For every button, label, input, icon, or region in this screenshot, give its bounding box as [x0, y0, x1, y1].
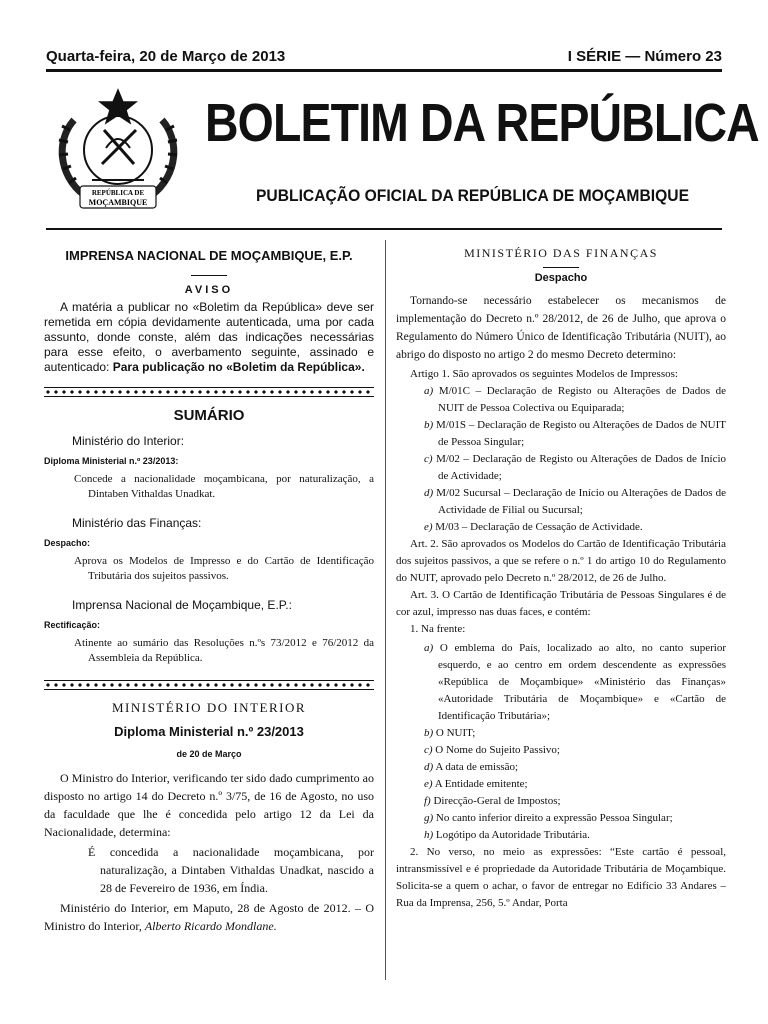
ministerio-interior-title: MINISTÉRIO DO INTERIOR: [111, 700, 307, 715]
short-rule: [191, 275, 227, 276]
sumario-diploma: Despacho:: [44, 538, 91, 548]
dotted-rule: [44, 680, 374, 690]
sumario-entry: [44, 598, 374, 666]
artigo-3-subitem: d) A data de emissão;: [424, 761, 519, 773]
artigo-1: Artigo 1. São aprovados os seguintes Modelos de Impressos:: [410, 368, 678, 380]
artigo-3-subitem: g) No canto inferior direito a expressão Pessoa Singular;: [424, 812, 673, 824]
diploma-paragraph-2: É concedida a nacionalidade moçambicana, por naturalização, a Dintaben Vithaldas Unadkat, nascido a 28 de Fevereiro de 1936, em Índia.: [88, 845, 374, 895]
issue-date: Quarta-feira, 20 de Março de 2013: [46, 48, 286, 65]
artigo-3-subitem: e) A Entidade emitente;: [424, 778, 528, 790]
artigo-3-item-2: 2. No verso, no meio as expressões: “Este cartão é pessoal, intransmissível e é propriedade da Autoridade Tributária de Moçambique. Solicita-se a quem o achar, o favor de entregar no Edifício 33 Andares – Rua da Imprensa, 256, 5.º Andar, Porta: [396, 846, 726, 909]
diploma-paragraph-3: Ministério do Interior, em Maputo, 28 de Agosto de 2012. – O Ministro do Interior, Alberto Ricardo Mondlane.: [44, 901, 374, 933]
artigo-3-subitem: c) O Nome do Sujeito Passivo;: [424, 744, 560, 756]
artigo-3-subitem: a) O emblema do País, localizado ao alto, no canto superior esquerdo, e ao centro em ordem descendente as expressões «República de Moçambique» «Ministério das Finanças» «Autoridade Tributária de Moçambique» e «Cartão de Identificação Tributária»;: [424, 642, 726, 722]
sumario-entry: [44, 516, 374, 584]
sumario-entry: [44, 434, 374, 502]
aviso-bold: Para publicação no «Boletim da República».: [112, 360, 365, 374]
left-column: [44, 240, 374, 935]
artigo-3: Art. 3. O Cartão de Identificação Tributária de Pessoas Singulares é de cor azul, impresso nas duas faces, e contém:: [396, 589, 726, 618]
signatory-name: Alberto Ricardo Mondlane.: [144, 919, 277, 933]
diploma-paragraph-1: O Ministro do Interior, verificando ter sido dado cumprimento ao disposto no artigo 14 do Decreto n.º 3/75, de 16 de Agosto, no uso da faculdade que lhe é concedida pelo artigo 12 da Lei da Nacionalidade, determina:: [44, 771, 374, 839]
ministerio-financas-title: MINISTÉRIO DAS FINANÇAS: [464, 246, 658, 260]
short-rule: [543, 267, 579, 268]
sumario-desc: Aprova os Modelos de Impresso e do Cartão de Identificação Tributária dos sujeitos passivos.: [74, 555, 374, 582]
artigo-1-item: a) M/01C – Declaração de Registo ou Alterações de Dados de NUIT de Pessoa Colectiva ou Equiparada;: [424, 385, 726, 414]
artigo-1-item: d) M/02 Sucursal – Declaração de Início ou Alterações de Dados de Actividade de Filial ou Sucursal;: [424, 487, 726, 516]
sumario-diploma: Rectificação:: [44, 620, 101, 630]
artigo-1-item: c) M/02 – Declaração de Registo ou Alterações de Dados de Início de Actividade;: [424, 453, 727, 482]
emblem-text-line2: MOÇAMBIQUE: [88, 198, 148, 207]
artigo-1-item: e) M/03 – Declaração de Cessação de Actividade.: [424, 521, 643, 533]
despacho-intro: Tornando-se necessário estabelecer os mecanismos de implementação do Decreto n.º 28/2012, de 26 de Julho, que aprova o Regulamento do Número Único de Identificação Tributária (NUIT), ao abrigo do disposto no artigo 2 do mesmo Decreto determino:: [396, 295, 726, 361]
column-separator: [385, 240, 386, 980]
aviso-text: A matéria a publicar no «Boletim da República» deve ser remetida em cópia devidamente autenticada, uma por cada assunto, donde conste, além das indicações necessárias para esse efeito, o averbamento seguinte, assinado e autenticado: Para publicação no «Boletim da República».: [44, 300, 374, 374]
issue-series-number: I SÉRIE — Número 23: [567, 48, 722, 65]
artigo-3-subitem: b) O NUIT;: [424, 727, 476, 739]
sumario-ministry: Imprensa Nacional de Moçambique, E.P.:: [72, 598, 292, 612]
header-rule: [46, 69, 722, 72]
sumario-desc: Concede a nacionalidade moçambicana, por naturalização, a Dintaben Vithaldas Unadkat.: [74, 473, 374, 500]
diploma-title: Diploma Ministerial n.º 23/2013: [114, 724, 304, 739]
imprensa-heading: IMPRENSA NACIONAL DE MOÇAMBIQUE, E.P.: [65, 248, 353, 263]
artigo-3-subitem: f) Direcção-Geral de Impostos;: [424, 795, 561, 807]
right-column: [396, 240, 726, 912]
aviso-title: AVISO: [184, 284, 234, 296]
masthead-subtitle: PUBLICAÇÃO OFICIAL DA REPÚBLICA DE MOÇAMBIQUE: [256, 186, 690, 205]
artigo-2: Art. 2. São aprovados os Modelos do Cartão de Identificação Tributária dos sujeitos passivos, a que se refere o n.º 1 do artigo 10 do Regulamento do NUIT, aprovado pelo Decreto n.º 28/2012, de 26 de Julho.: [396, 538, 726, 584]
dotted-rule: [44, 387, 374, 397]
sumario-diploma: Diploma Ministerial n.º 23/2013:: [44, 456, 179, 466]
emblem-text-line1: REPÚBLICA DE: [91, 189, 145, 197]
masthead-title: BOLETIM DA REPÚBLICA: [205, 93, 759, 153]
artigo-3-subitem: h) Logótipo da Autoridade Tributária.: [424, 829, 590, 841]
sumario-ministry: Ministério das Finanças:: [72, 516, 202, 530]
sumario-title: SUMÁRIO: [173, 407, 245, 424]
national-emblem-icon: [44, 80, 192, 220]
artigo-3-item-1: 1. Na frente:: [410, 623, 466, 635]
despacho-title: Despacho: [534, 272, 588, 284]
sumario-desc: Atinente ao sumário das Resoluções n.ºs 73/2012 e 76/2012 da Assembleia da República.: [74, 637, 374, 664]
sumario-ministry: Ministério do Interior:: [72, 434, 185, 448]
artigo-1-item: b) M/01S – Declaração de Registo ou Alterações de Dados de NUIT de Pessoa Singular;: [424, 419, 726, 448]
header-rule-bottom: [46, 228, 722, 230]
diploma-date: de 20 de Março: [176, 749, 242, 759]
